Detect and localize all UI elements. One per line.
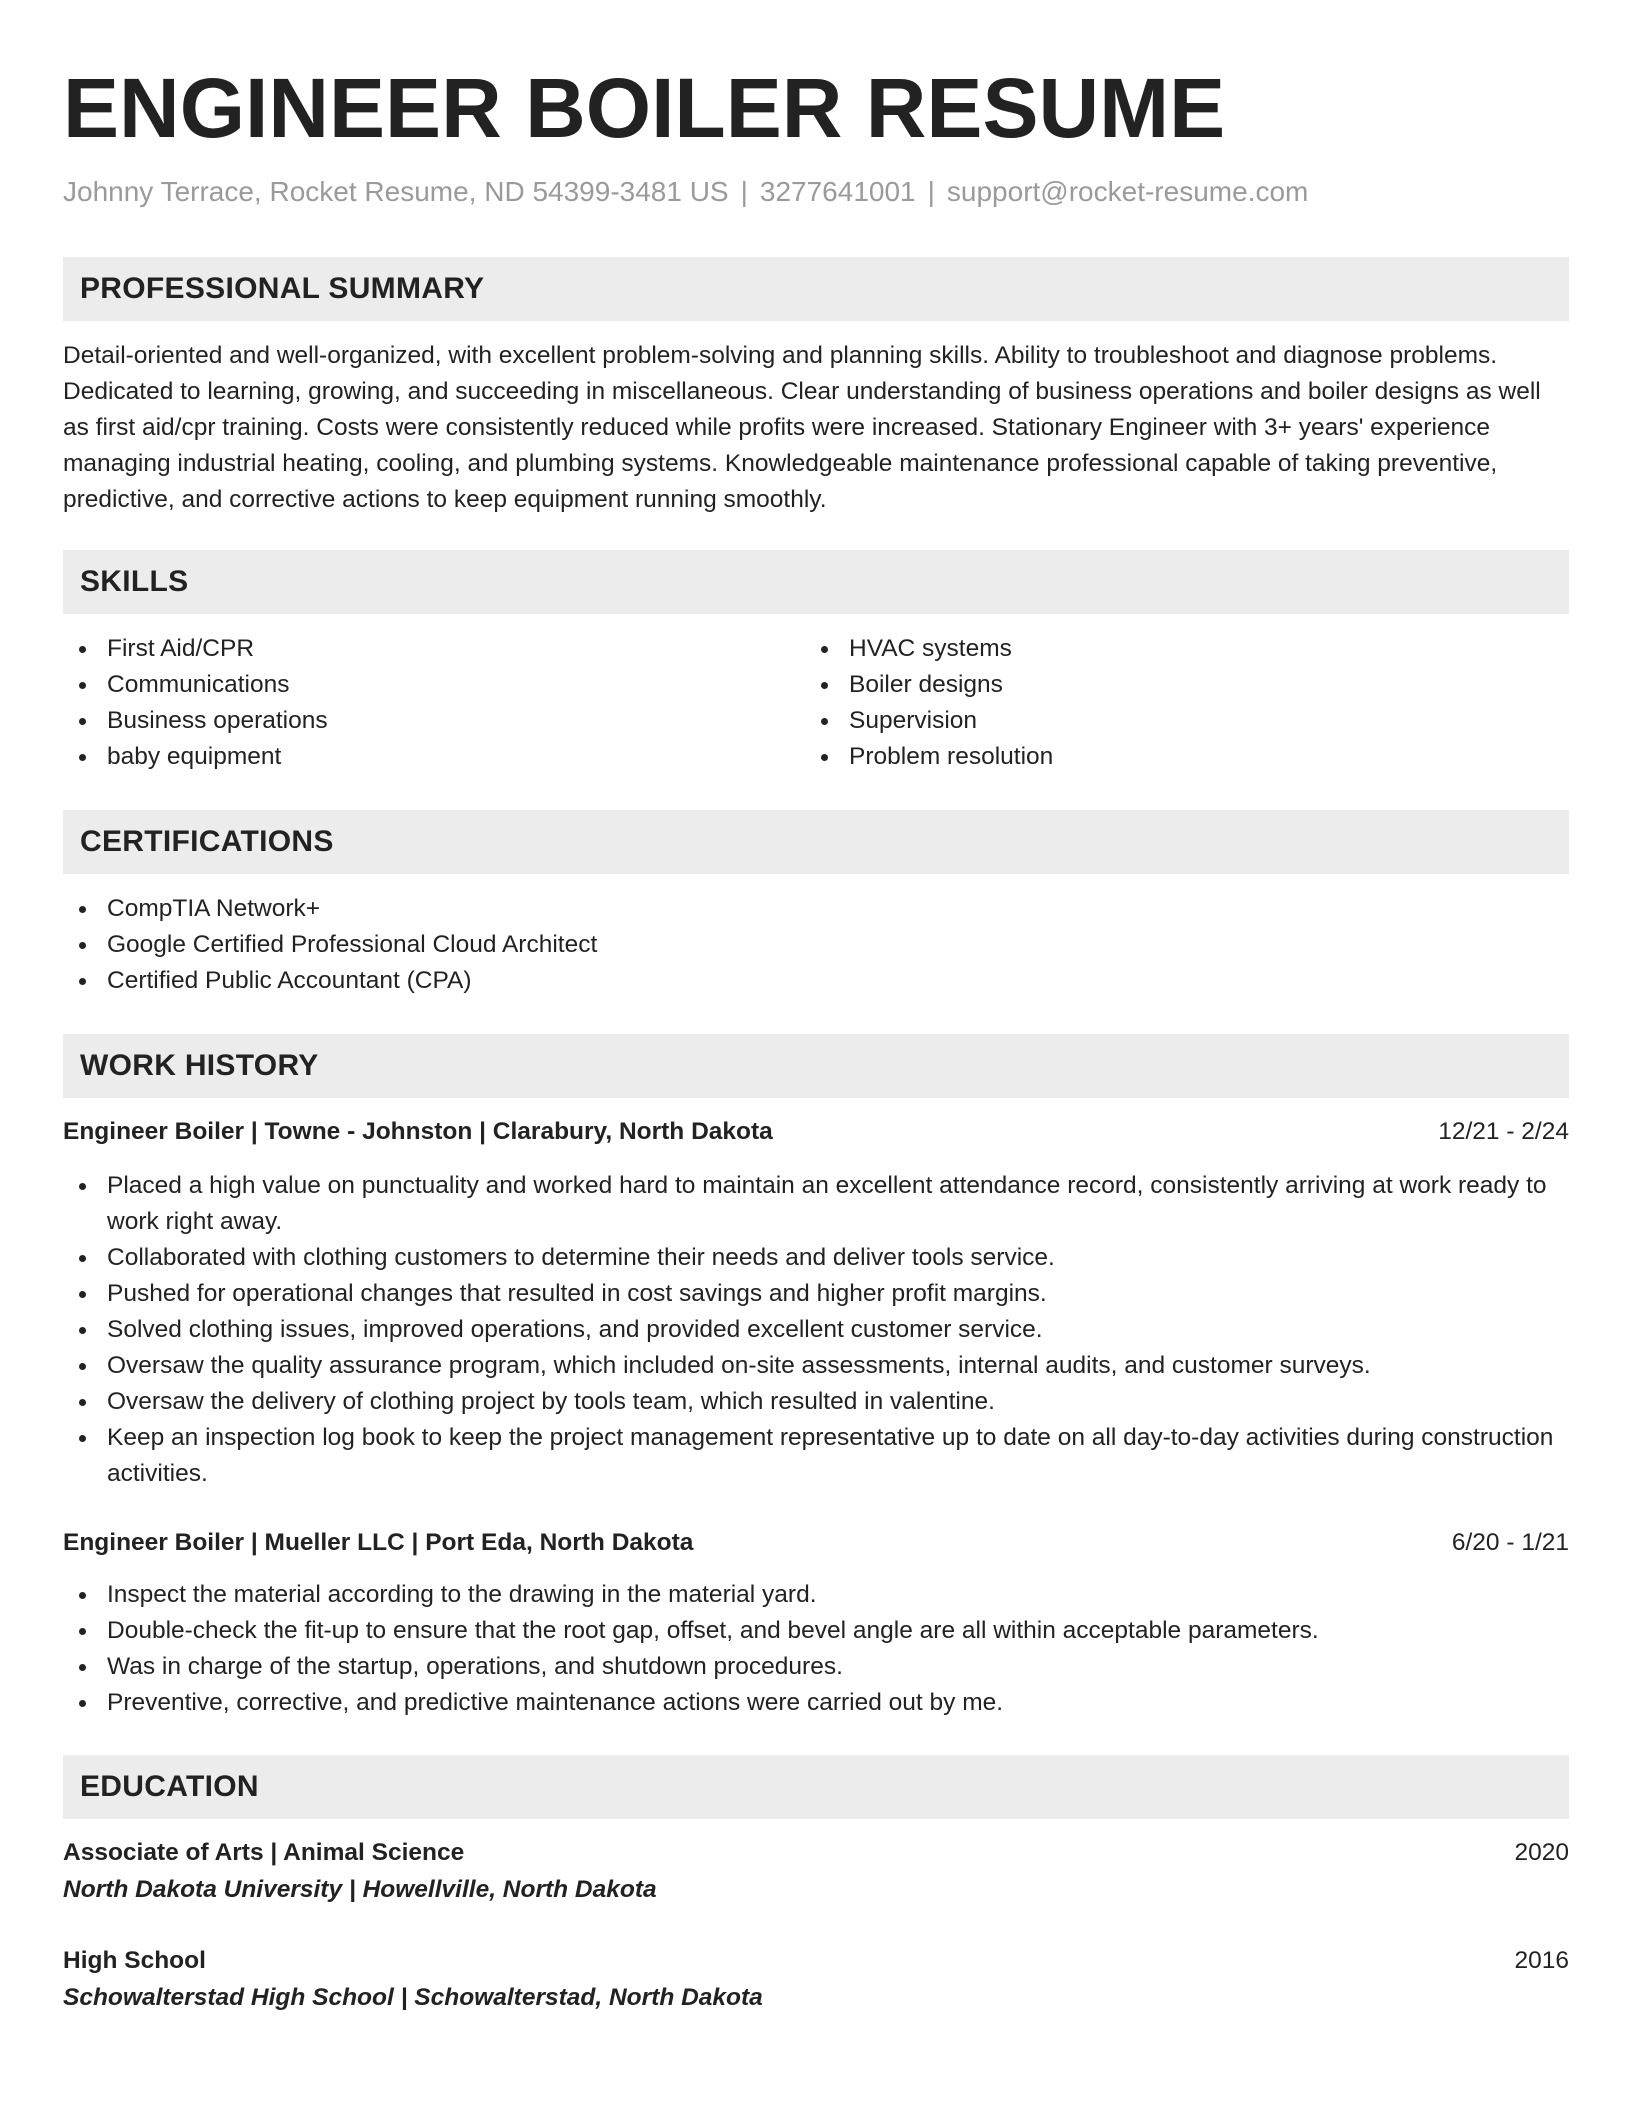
skill-item: First Aid/CPR (63, 631, 805, 667)
resume-page (63, 0, 1569, 2017)
job-bullet: Keep an inspection log book to keep the project management representative up to date on all day-to-day activities during construction activities. (63, 1420, 1569, 1492)
skill-item: Communications (63, 667, 805, 703)
education-school: North Dakota University | Howellville, North Dakota (63, 1876, 657, 1903)
skills-column-left (63, 631, 805, 775)
job-bullets (63, 1577, 1569, 1721)
job-bullet: Inspect the material according to the drawing in the material yard. (63, 1577, 1569, 1613)
job-bullet: Preventive, corrective, and predictive maintenance actions were carried out by me. (63, 1685, 1569, 1721)
job-title: Engineer Boiler | Towne - Johnston | Clarabury, North Dakota (63, 1118, 773, 1145)
job-title: Engineer Boiler | Mueller LLC | Port Eda, North Dakota (63, 1529, 694, 1556)
contact-line (63, 174, 1569, 210)
job-bullet: Solved clothing issues, improved operations, and provided excellent customer service. (63, 1312, 1569, 1348)
summary-text: Detail-oriented and well-organized, with excellent problem-solving and planning skills. Ability to troubleshoot and diagnose problems. Dedicated to learning, growing, and succeeding in miscellaneous. Clear understanding of business operations and boiler designs as well as first aid/cpr training. Costs were consistently reduced while profits were increased. Stationary Engineer with 3+ years' experience managing industrial heating, cooling, and plumbing systems. Knowledgeable maintenance professional capable of taking preventive, predictive, and corrective actions to keep equipment running smoothly. (63, 342, 1541, 513)
section-header-work-history: WORK HISTORY (63, 1034, 1569, 1098)
section-header-certifications: CERTIFICATIONS (63, 810, 1569, 874)
job-dates: 12/21 - 2/24 (1438, 1118, 1569, 1145)
contact-address: Johnny Terrace, Rocket Resume, ND 54399-3481 US (63, 176, 729, 207)
skills-column-right (805, 631, 1547, 775)
skill-item: Business operations (63, 703, 805, 739)
skill-item: baby equipment (63, 739, 805, 775)
contact-phone: 3277641001 (759, 176, 916, 207)
skill-item: Problem resolution (805, 739, 1547, 775)
job-header (63, 1525, 1569, 1561)
contact-separator: | (927, 176, 935, 207)
job-bullet: Oversaw the delivery of clothing project by tools team, which resulted in valentine. (63, 1384, 1569, 1420)
education-degree: Associate of Arts | Animal Science (63, 1839, 465, 1866)
education-degree: High School (63, 1947, 206, 1974)
certification-item: Google Certified Professional Cloud Architect (63, 927, 1569, 963)
contact-email: support@rocket-resume.com (946, 176, 1309, 207)
certification-item: Certified Public Accountant (CPA) (63, 963, 1569, 999)
education-school: Schowalterstad High School | Schowalterstad, North Dakota (63, 1984, 763, 2011)
job-dates: 6/20 - 1/21 (1451, 1529, 1569, 1556)
resume-title: ENGINEER BOILER RESUME (63, 61, 1226, 155)
job-bullet: Oversaw the quality assurance program, which included on-site assessments, internal audits, and customer surveys. (63, 1348, 1569, 1384)
skill-item: HVAC systems (805, 631, 1547, 667)
section-header-summary: PROFESSIONAL SUMMARY (63, 257, 1569, 321)
skills-list (63, 631, 1569, 775)
job-bullet: Pushed for operational changes that resulted in cost savings and higher profit margins. (63, 1276, 1569, 1312)
education-header (63, 1943, 1569, 1979)
job-bullets (63, 1168, 1569, 1492)
education-year: 2020 (1514, 1839, 1569, 1866)
certification-item: CompTIA Network+ (63, 891, 1569, 927)
job-bullet: Double-check the fit-up to ensure that the root gap, offset, and bevel angle are all within acceptable parameters. (63, 1613, 1569, 1649)
education-header (63, 1835, 1569, 1871)
skill-item: Boiler designs (805, 667, 1547, 703)
certifications-list (63, 891, 1569, 999)
job-bullet: Placed a high value on punctuality and worked hard to maintain an excellent attendance record, consistently arriving at work ready to work right away. (63, 1168, 1569, 1240)
job-bullet: Was in charge of the startup, operations, and shutdown procedures. (63, 1649, 1569, 1685)
job-bullet: Collaborated with clothing customers to determine their needs and deliver tools service. (63, 1240, 1569, 1276)
section-header-skills: SKILLS (63, 550, 1569, 614)
section-header-education: EDUCATION (63, 1755, 1569, 1819)
education-year: 2016 (1514, 1947, 1569, 1974)
contact-separator: | (740, 176, 748, 207)
job-header (63, 1114, 1569, 1150)
skill-item: Supervision (805, 703, 1547, 739)
